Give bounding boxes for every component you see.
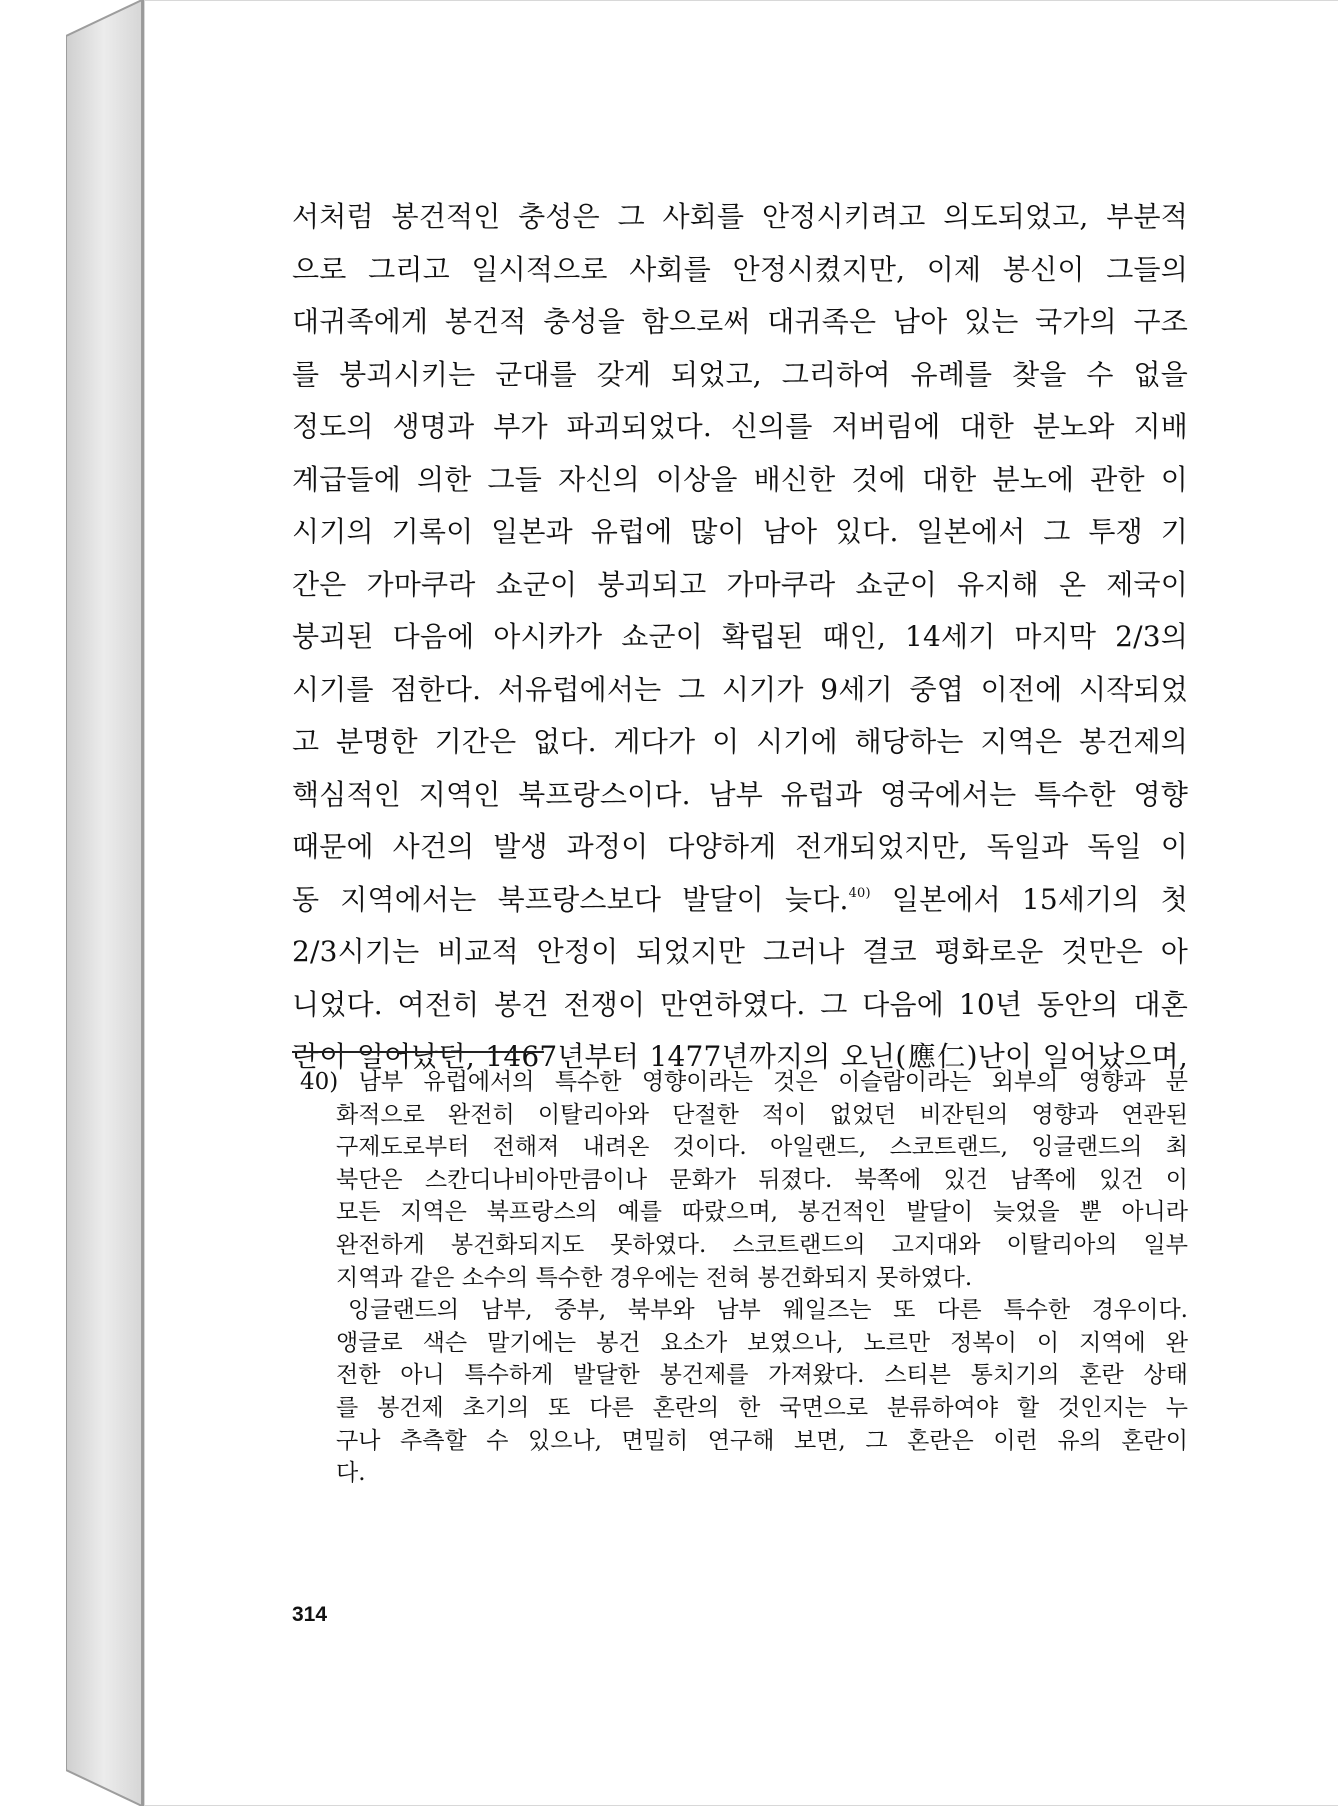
body-line: 으로 그리고 일시적으로 사회를 안정시켰지만, 이제 봉신이 그들의 <box>292 252 1188 286</box>
footnote-line: 지역과 같은 소수의 특수한 경우에는 전혀 봉건화되지 못하였다. <box>336 1264 973 1291</box>
body-line: 핵심적인 지역인 북프랑스이다. 남부 유럽과 영국에서는 특수한 영향 <box>292 777 1188 811</box>
page-number: 314 <box>292 1603 328 1626</box>
footnote-line: 40) 남부 유럽에서의 특수한 영향이라는 것은 이슬람이라는 외부의 영향과 문 <box>300 1069 1188 1095</box>
body-line: 시기의 기록이 일본과 유럽에 많이 남아 있다. 일본에서 그 투쟁 기 <box>292 515 1188 548</box>
body-line: 란이 일어났던, 1467년부터 1477년까지의 오닌(應仁)난이 일어났으며, <box>292 1040 1188 1073</box>
footnote-line: 다. <box>336 1460 366 1487</box>
footnote-line: 구나 추측할 수 있으나, 면밀히 연구해 보면, 그 혼란은 이런 유의 혼란이 <box>336 1427 1188 1454</box>
body-line: 를 붕괴시키는 군대를 갖게 되었고, 그리하여 유례를 찾을 수 없을 <box>292 357 1188 391</box>
body-line: 붕괴된 다음에 아시카가 쇼군이 확립된 때인, 14세기 마지막 2/3의 <box>292 620 1188 653</box>
footnote-line: 전한 아니 특수하게 발달한 봉건제를 가져왔다. 스티븐 통치기의 혼란 상태 <box>336 1362 1188 1389</box>
body-line: 대귀족에게 봉건적 충성을 함으로써 대귀족은 남아 있는 국가의 구조 <box>292 305 1188 338</box>
footnote-40 <box>292 1066 1188 1490</box>
footnote-line: 잉글랜드의 남부, 중부, 북부와 남부 웨일즈는 또 다른 특수한 경우이다. <box>348 1297 1188 1324</box>
body-text <box>292 191 1188 1084</box>
footnote-line: 모든 지역은 북프랑스의 예를 따랐으며, 봉건적인 발달이 늦었을 뿐 아니라 <box>336 1199 1188 1226</box>
body-line-with-footnote-ref <box>292 874 1188 927</box>
body-line-segment: 일본에서 15세기의 첫 <box>870 882 1188 916</box>
footnote-line: 북단은 스칸디나비아만큼이나 문화가 뒤졌다. 북쪽에 있건 남쪽에 있건 이 <box>336 1166 1188 1193</box>
body-line: 시기를 점한다. 서유럽에서는 그 시기가 9세기 중엽 이전에 시작되었 <box>292 672 1188 706</box>
body-line: 정도의 생명과 부가 파괴되었다. 신의를 저버림에 대한 분노와 지배 <box>292 410 1188 443</box>
footnote-divider <box>292 1051 544 1053</box>
footnote-line: 를 봉건제 초기의 또 다른 혼란의 한 국면으로 분류하여야 할 것인지는 누 <box>336 1394 1188 1421</box>
footnote-reference: 40) <box>848 885 871 901</box>
footnote-line: 구제도로부터 전해져 내려온 것이다. 아일랜드, 스코트랜드, 잉글랜드의 최 <box>336 1134 1188 1161</box>
body-line: 고 분명한 기간은 없다. 게다가 이 시기에 해당하는 지역은 봉건제의 <box>292 725 1188 758</box>
body-line: 2/3시기는 비교적 안정이 되었지만 그러나 결코 평화로운 것만은 아 <box>292 935 1188 968</box>
body-line: 간은 가마쿠라 쇼군이 붕괴되고 가마쿠라 쇼군이 유지해 온 제국이 <box>292 567 1188 601</box>
book-spine <box>66 0 144 1806</box>
body-line: 서처럼 봉건적인 충성은 그 사회를 안정시키려고 의도되었고, 부분적 <box>292 200 1188 233</box>
body-line: 때문에 사건의 발생 과정이 다양하게 전개되었지만, 독일과 독일 이 <box>292 830 1188 863</box>
footnote-line: 화적으로 완전히 이탈리아와 단절한 적이 없었던 비잔틴의 영향과 연관된 <box>336 1101 1188 1128</box>
body-line: 니었다. 여전히 봉건 전쟁이 만연하였다. 그 다음에 10년 동안의 대혼 <box>292 987 1188 1021</box>
footnote-line: 앵글로 색슨 말기에는 봉건 요소가 보였으나, 노르만 정복이 이 지역에 완 <box>336 1329 1188 1356</box>
body-line: 계급들에 의한 그들 자신의 이상을 배신한 것에 대한 분노에 관한 이 <box>292 462 1188 496</box>
footnote-line: 완전하게 봉건화되지도 못하였다. 스코트랜드의 고지대와 이탈리아의 일부 <box>336 1231 1188 1258</box>
body-line-segment: 동 지역에서는 북프랑스보다 발달이 늦다. <box>292 882 849 916</box>
